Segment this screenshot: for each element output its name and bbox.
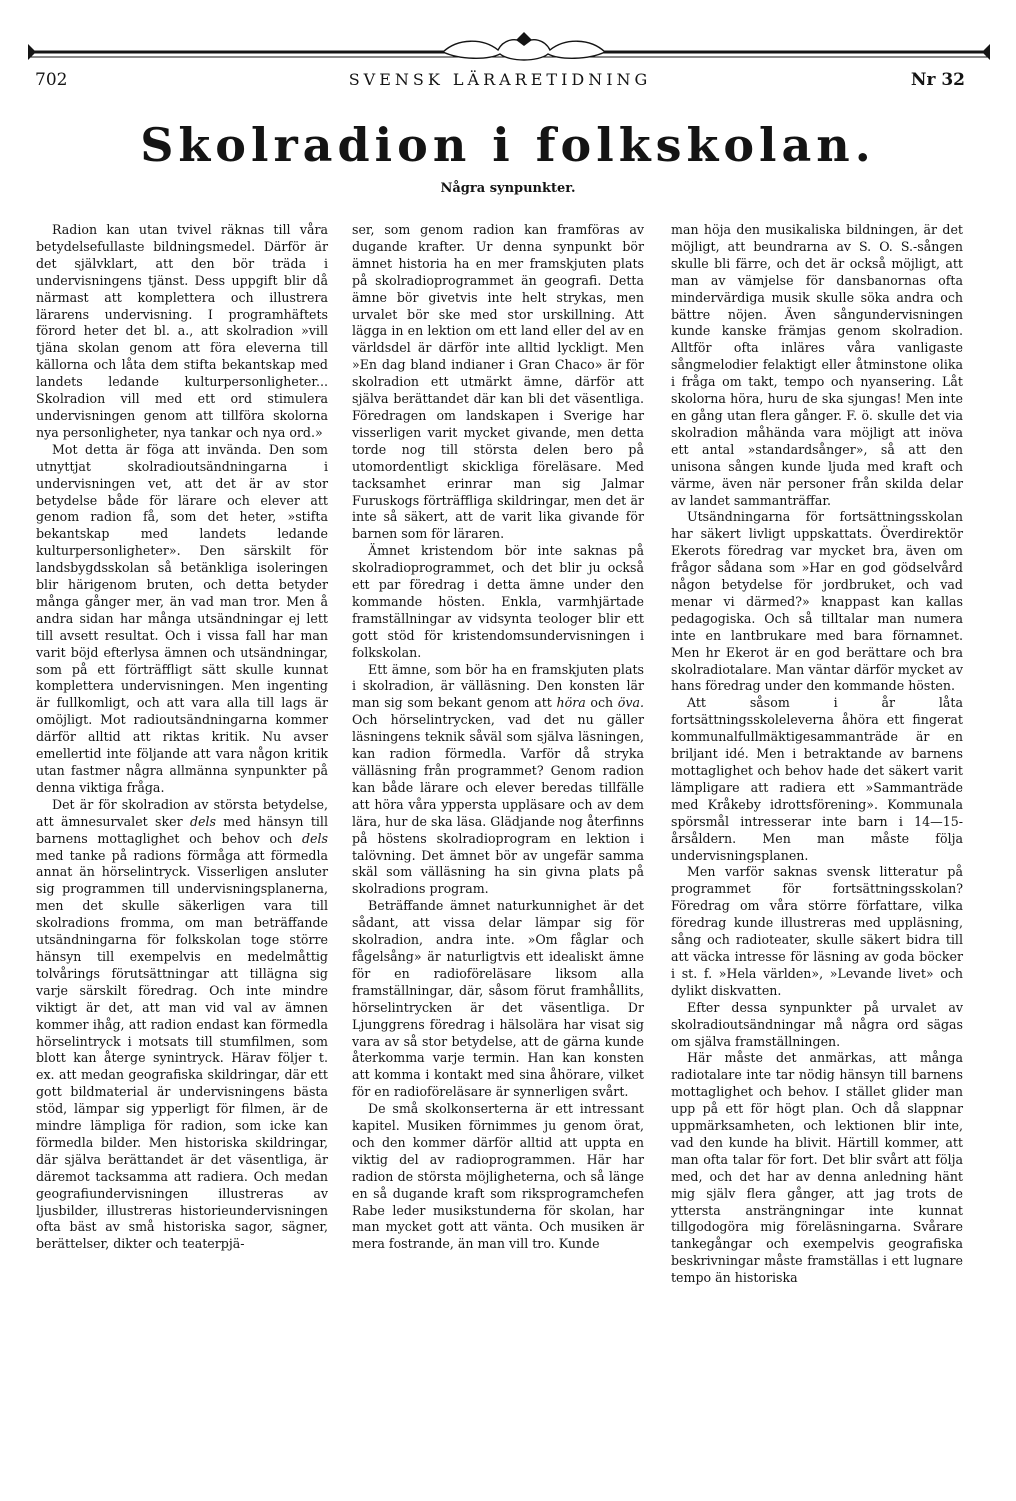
text-column-1	[36, 222, 328, 1253]
paragraph: Radion kan utan tvivel räknas till våra betydelsefullaste bildningsmedel. Därför är det självklart, att den bör träda i undervisningens tjänst. Dess uppgift blir då närmast att komplettera och illustrera lärarens undervisning. I programhäftets förord heter det bl. a., att skolradion »vill tjäna skolan genom att föra eleverna till källorna och låta dem stifta bekantskap med landets ledande kulturpersonligheter... Skolradion vill med ett ord stimulera undervisningen genom att tillföra skolorna nya personligheter, nya tankar och nya ord.»	[36, 222, 328, 440]
paragraph: De små skolkonserterna är ett intressant kapitel. Musiken förnimmes ju genom örat, och den kommer därför alltid att uppta en viktig del av radioprogrammen. Här har radion de största möjligheterna, och så länge en så dugande kraft som riksprogramchefen Rabe leder musikstunderna för skolan, har man mycket gott att vänta. Och musiken är mera fostrande, än man vill tro. Kunde	[352, 1101, 644, 1252]
text-run: Ett ämne, som bör ha en framskjuten plats i skolradion, är välläsning. Den konsten lär man sig som bekant genom att	[352, 661, 644, 711]
paragraph: Ämnet kristendom bör inte saknas på skolradioprogrammet, och det blir ju också ett par föredrag i detta ämne under den kommande hösten. Enkla, varmhjärtade framställningar av vidsynta teologer blir ett gott stöd för kristendomsundervisningen i folkskolan.	[352, 543, 644, 660]
page-number: 702	[35, 70, 68, 90]
paragraph: Mot detta är föga att invända. Den som utnyttjat skolradioutsändningarna i undervisningen vet, att det är av stor betydelse både för lärare och elever att genom radion få, som det heter, »stifta bekantskap med landets ledande kulturpersonligheter». Den särskilt för landsbygdsskolan så betänkliga isoleringen blir härigenom bruten, och detta betyder många gånger mer, än vad man tror. Men å andra sidan har många utsändningar ej lett till avsett resultat. Och i vissa fall har man varit böjd efterlysa ämnen och utsändningar, som på ett förträffligt sätt skulle kunnat komplettera undervisningen. Men ingenting är fullkomligt, och att vara alla till lags är omöjligt. Mot radioutsändningarna kommer därför alltid att riktas kritik. Nu avser emellertid inte följande att vara någon kritik utan fastmer några allmänna synpunkter på denna viktiga fråga.	[36, 441, 328, 795]
paragraph: Efter dessa synpunkter på urvalet av skolradioutsändningar må några ord sägas om själva framställningen.	[671, 999, 963, 1049]
text-run: med tanke på radions förmåga att förmedla annat än hörselintryck. Visserligen ansluter sig programmen till undervisningsplanerna, men det skulle säkerligen vara till skolradions fromma, om man beträffande utsändningarna för folkskolan toge större hänsyn till exempelvis en medelmåttig tolvårings förutsättningar att tillägna sig varje särskilt föredrag. Och inte mindre viktigt är det, att man vid val av ämnen kommer ihåg, att radion endast kan förmedla hörselintryck i motsats till stumfilmen, som blott kan återge synintryck. Härav följer t. ex. att medan geografiska skildringar, där ett gott bildmaterial är undervisningens bästa stöd, lämpar sig ypperligt för filmen, är de mindre lämpliga för radion, som icke kan förmedla bilder. Men historiska skildringar, där själva berättandet är det väsentliga, är däremot tacksamma att radiera. Och medan geografiundervisningen illustreras av ljusbilder, illustreras historieundervisningen ofta bäst av små historiska sagor, sägner, berättelser, dikter och teaterpjä-	[36, 847, 328, 1252]
paragraph: Beträffande ämnet naturkunnighet är det sådant, att vissa delar lämpar sig för skolradion, andra inte. »Om fåglar och fågelsång» är naturligtvis ett idealiskt ämne för en radioföreläsare liksom alla framställningar, där, såsom förut framhållits, hörselintrycken är det väsentliga. Dr Ljunggrens föredrag i hälsolära har visat sig vara av så stor betydelse, att de gärna kunde återkomma varje termin. Han kan konsten att komma i kontakt med sina åhörare, vilket för en radioföreläsare är synnerligen svårt.	[352, 898, 644, 1100]
emphasis: dels	[189, 813, 216, 829]
text-run: med hänsyn till barnens mottaglighet och behov och	[36, 813, 328, 846]
paragraph: Att såsom i år låta fortsättningsskoleleverna åhöra ett fingerat kommunalfullmäktigesammanträde är en briljant idé. Men i betraktande av barnens mottaglighet och behov hade det säkert varit lämpligare att radiera ett »Sammanträde med Kråkeby idrottsförening». Kommunala spörsmål intresserar inte barn i 14—15-årsåldern. Men man måste följa undervisningsplanen.	[671, 695, 963, 863]
paragraph: Utsändningarna för fortsättningsskolan har säkert livligt uppskattats. Överdirektör Ekerots föredrag var mycket bra, även om frågor sådana som »Har en god gödselvård någon betydelse för jordbruket, och vad menar vi därmed?» knappast kan kallas pedagogiska. Och så tilltalar man numera inte en lantbrukare med bara förnamnet. Men hr Ekerot är en god berättare och bra skolradiotalare. Man väntar därför mycket av hans föredrag under den kommande hösten.	[671, 509, 963, 694]
paragraph: Här måste det anmärkas, att många radiotalare inte tar nödig hänsyn till barnens mottaglighet och behov. I stället glider man upp på ett för högt plan. Och då slappnar uppmärksamheten, och lektionen blir inte, vad den kunde ha blivit. Härtill kommer, att man ofta talar för fort. Det blir svårt att följa med, och det har av denna anledning hänt mig själv flera gånger, att jag trots de yttersta ansträngningar inte kunnat tillgodogöra mig föreläsningarna. Svårare tankegångar och exempelvis geografiska beskrivningar måste framställas i ett lugnare tempo än historiska	[671, 1050, 963, 1286]
header-ornament-rule	[28, 30, 990, 70]
text-run: och	[590, 695, 614, 711]
text-column-3	[671, 222, 963, 1287]
emphasis: öva.	[617, 695, 644, 711]
journal-name: SVENSK LÄRARETIDNING	[348, 70, 652, 89]
emphasis: höra	[556, 695, 586, 711]
paragraph: man höja den musikaliska bildningen, är det möjligt, att beundrarna av S. O. S.-sången skulle bli färre, och det är också möjligt, att man av vämjelse för dansbanornas ofta mindervärdiga musik skulle söka andra och bättre nöjen. Även sångundervisningen kunde kanske främjas genom skolradion. Alltför ofta inläres våra vanligaste sångmelodier felaktigt eller åtminstone olika i fråga om takt, tempo och nyansering. Låt skolorna höra, huru de ska sjungas! Men inte en gång utan flera gånger. F. ö. skulle det via skolradion måhända vara möjligt att inöva ett antal »standardsånger», så att den unisona sången kunde ljuda med kraft och värme, även när personer från skilda delar av landet sammanträffar.	[671, 222, 963, 508]
paragraph	[352, 662, 644, 899]
article-title: Skolradion i folkskolan.	[140, 118, 876, 172]
text-run: Och hörselintrycken, vad det nu gäller läsningens teknik såväl som själva läsningen, kan radion förmedla. Varför då stryka välläsning från programmet? Genom radion kan både lärare och elever beredas tillfälle att höra våra yppersta uppläsare och av dem lära, hur de ska läsa. Glädjande nog återfinns på höstens skolradioprogram en lektion i talövning. Det ämnet bör av ungefär samma skäl som välläsning ha sin givna plats på skolradions program.	[352, 712, 644, 897]
article-subtitle: Några synpunkter.	[440, 181, 576, 196]
paragraph: Men varför saknas svensk litteratur på programmet för fortsättningsskolan? Föredrag om våra större författare, vilka föredrag kunde illustreras med uppläsning, sång och radioteater, skulle säkert bidra till att väcka intresse för läsning av goda böcker i st. f. »Hela världen», »Levande livet» och dylikt diskvatten.	[671, 864, 963, 998]
running-header	[35, 70, 965, 96]
text-run: Det är för skolradion av största betydelse, att ämnesurvalet sker	[36, 796, 328, 829]
paragraph	[36, 797, 328, 1253]
paragraph: ser, som genom radion kan framföras av dugande krafter. Ur denna synpunkt bör ämnet historia ha en mer framskjuten plats på skolradioprogrammet än geografi. Detta ämne bör givetvis inte helt strykas, men urvalet bör ske med stor urskillning. Att lägga in en lektion om ett land eller del av en världsdel är därför inte alltid lyckligt. Men »En dag bland indianer i Gran Chaco» är för skolradion ett utmärkt ämne, därför att själva berättandet där kan bli det väsentliga. Föredragen om landskapen i Sverige har visserligen varit mycket givande, men detta torde nog till största delen bero på utomordentligt skickliga föreläsare. Med tacksamhet erinrar man sig Jalmar Furuskogs förträffliga skildringar, men det är inte så säkert, att de varit lika givande för barnen som för läraren.	[352, 222, 644, 542]
text-column-2	[352, 222, 644, 1253]
emphasis: dels	[301, 830, 328, 846]
issue-number: Nr 32	[910, 70, 965, 90]
